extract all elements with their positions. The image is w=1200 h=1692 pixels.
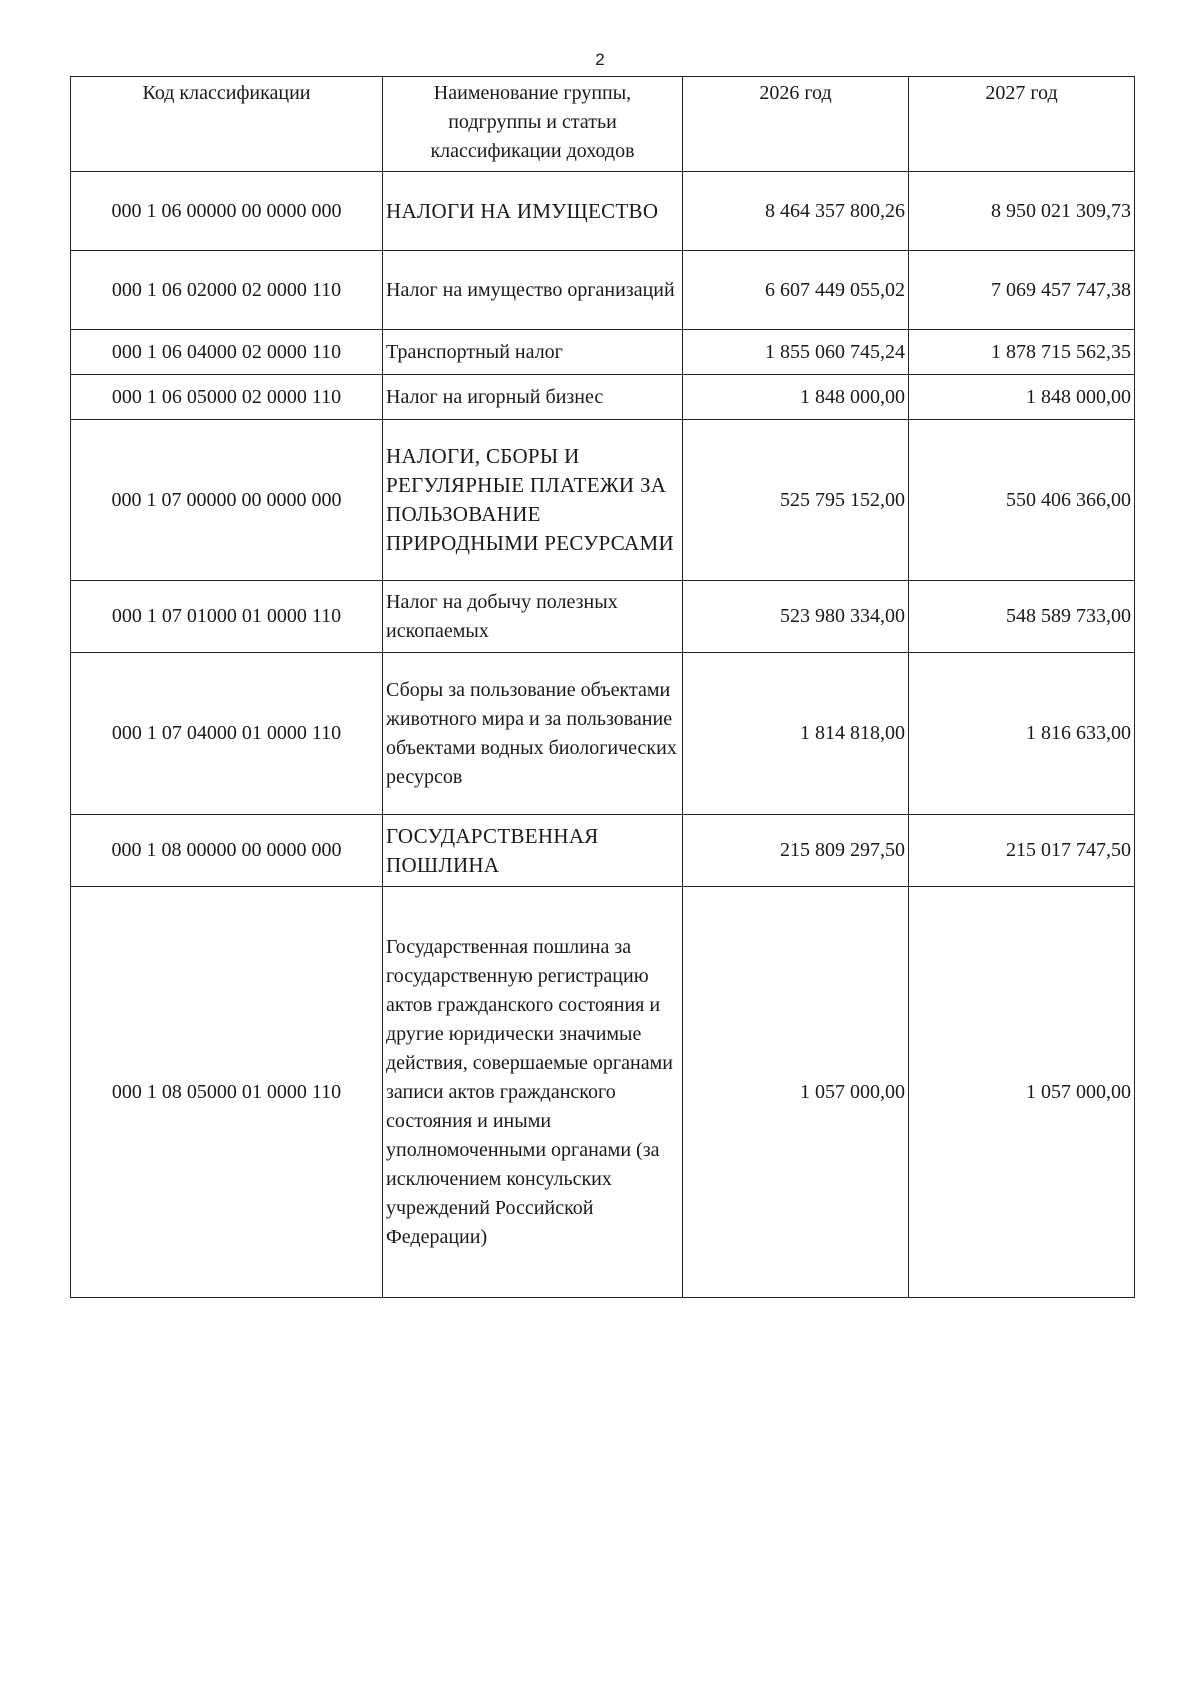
table-row: [71, 251, 1135, 330]
code-cell: 000 1 08 00000 00 0000 000: [71, 815, 383, 887]
name-cell: Налог на имущество организаций: [383, 251, 683, 330]
name-cell: Сборы за пользование объектами животного мира и за пользование объектами водных биологических ресурсов: [383, 653, 683, 815]
value-2027-cell: 1 848 000,00: [909, 375, 1135, 420]
table-row: [71, 815, 1135, 887]
code-cell: 000 1 06 05000 02 0000 110: [71, 375, 383, 420]
name-cell: Транспортный налог: [383, 330, 683, 375]
table-row: [71, 420, 1135, 581]
value-2026-cell: 525 795 152,00: [683, 420, 909, 581]
value-2026-cell: 8 464 357 800,26: [683, 172, 909, 251]
value-2026-cell: 523 980 334,00: [683, 581, 909, 653]
header-2027: 2027 год: [909, 77, 1135, 172]
code-cell: 000 1 06 02000 02 0000 110: [71, 251, 383, 330]
value-2026-cell: 1 057 000,00: [683, 887, 909, 1298]
income-classification-table: [70, 76, 1135, 1298]
code-cell: 000 1 07 00000 00 0000 000: [71, 420, 383, 581]
table-row: [71, 375, 1135, 420]
value-2026-cell: 6 607 449 055,02: [683, 251, 909, 330]
page-number: 2: [595, 50, 605, 69]
value-2026-cell: 215 809 297,50: [683, 815, 909, 887]
header-2026: 2026 год: [683, 77, 909, 172]
name-cell: Налог на добычу полезных ископаемых: [383, 581, 683, 653]
name-cell: НАЛОГИ, СБОРЫ И РЕГУЛЯРНЫЕ ПЛАТЕЖИ ЗА ПОЛЬЗОВАНИЕ ПРИРОДНЫМИ РЕСУРСАМИ: [383, 420, 683, 581]
code-cell: 000 1 07 04000 01 0000 110: [71, 653, 383, 815]
name-cell: Налог на игорный бизнес: [383, 375, 683, 420]
value-2027-cell: 215 017 747,50: [909, 815, 1135, 887]
table-row: [71, 653, 1135, 815]
table-header-row: [71, 77, 1135, 172]
name-cell: Государственная пошлина за государственную регистрацию актов гражданского состояния и другие юридически значимые действия, совершаемые органами записи актов гражданского состояния и иными уполномоченными органами (за исключением консульских учреждений Российской Федерации): [383, 887, 683, 1298]
name-cell: ГОСУДАРСТВЕННАЯ ПОШЛИНА: [383, 815, 683, 887]
value-2027-cell: 550 406 366,00: [909, 420, 1135, 581]
value-2026-cell: 1 814 818,00: [683, 653, 909, 815]
table-row: [71, 581, 1135, 653]
value-2027-cell: 1 878 715 562,35: [909, 330, 1135, 375]
code-cell: 000 1 06 04000 02 0000 110: [71, 330, 383, 375]
value-2026-cell: 1 848 000,00: [683, 375, 909, 420]
value-2027-cell: 1 057 000,00: [909, 887, 1135, 1298]
code-cell: 000 1 07 01000 01 0000 110: [71, 581, 383, 653]
table-row: [71, 330, 1135, 375]
table-row: [71, 887, 1135, 1298]
table-row: [71, 172, 1135, 251]
name-cell: НАЛОГИ НА ИМУЩЕСТВО: [383, 172, 683, 251]
value-2027-cell: 8 950 021 309,73: [909, 172, 1135, 251]
header-code: Код классификации: [71, 77, 383, 172]
code-cell: 000 1 08 05000 01 0000 110: [71, 887, 383, 1298]
code-cell: 000 1 06 00000 00 0000 000: [71, 172, 383, 251]
value-2027-cell: 7 069 457 747,38: [909, 251, 1135, 330]
value-2027-cell: 548 589 733,00: [909, 581, 1135, 653]
header-name: Наименование группы, подгруппы и статьи классификации доходов: [383, 77, 683, 172]
value-2027-cell: 1 816 633,00: [909, 653, 1135, 815]
value-2026-cell: 1 855 060 745,24: [683, 330, 909, 375]
